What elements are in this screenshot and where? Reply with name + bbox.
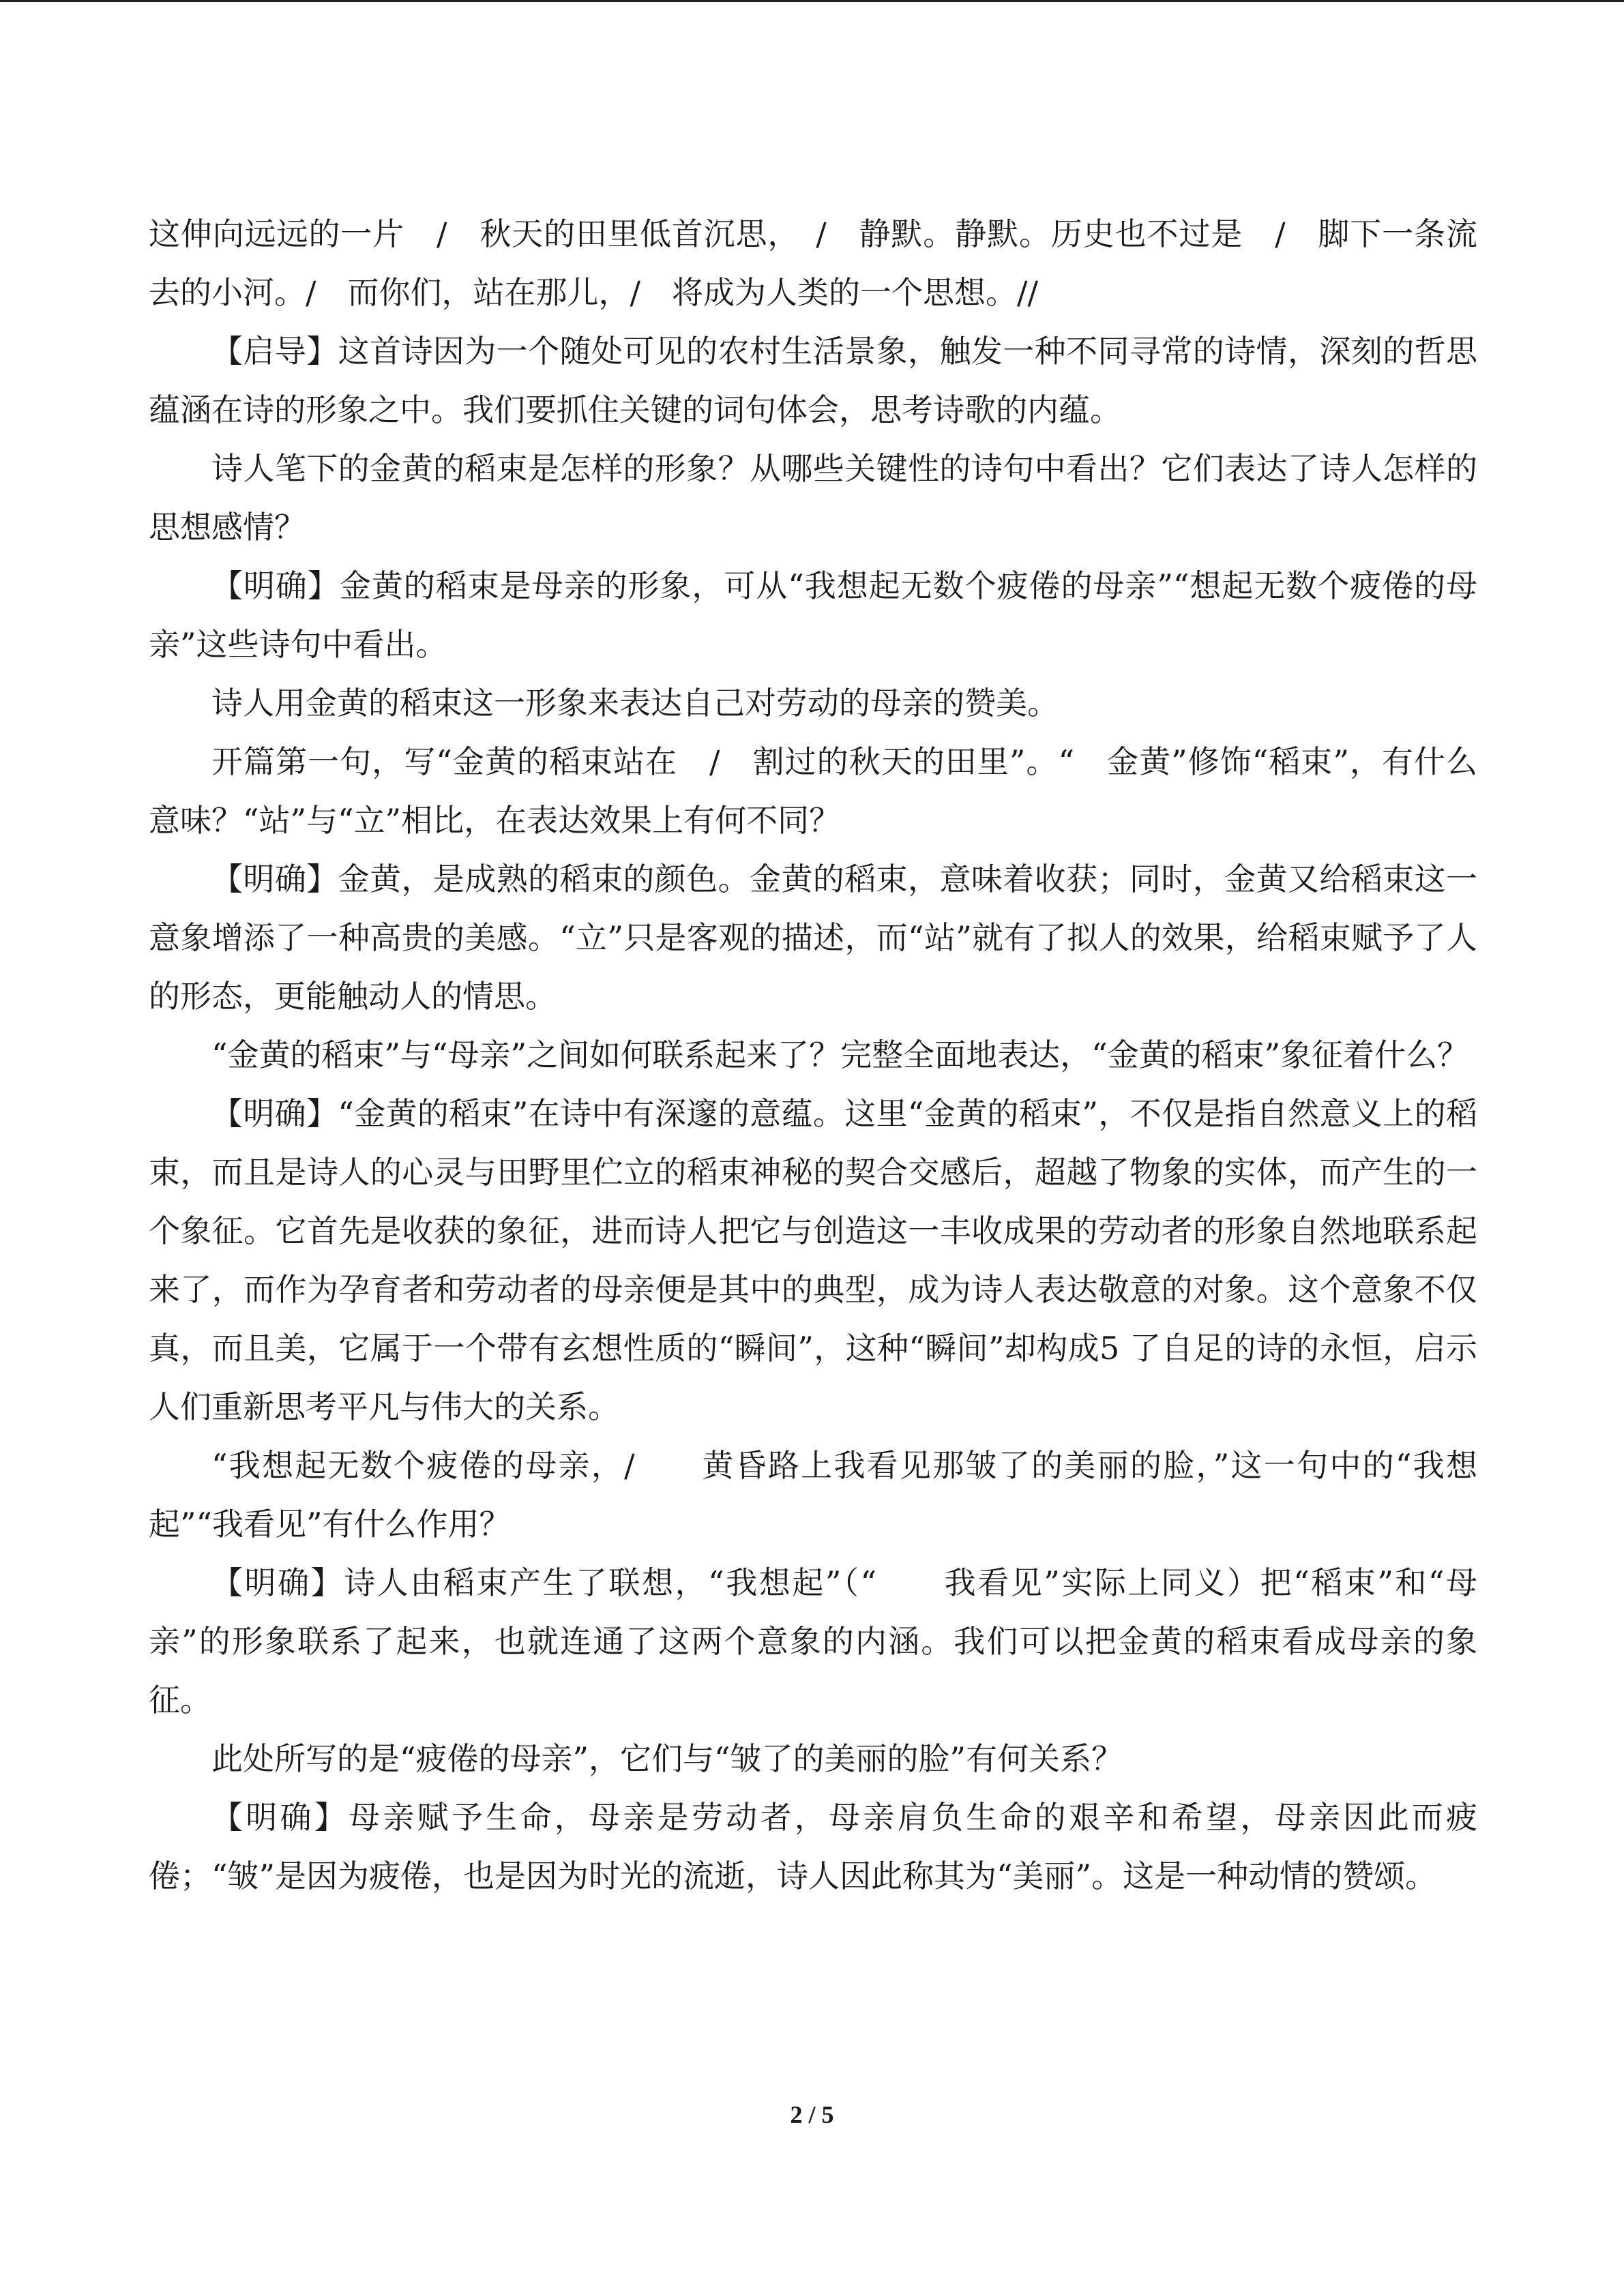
question-paragraph [149, 1729, 1477, 1788]
answer-paragraph [149, 1084, 1477, 1436]
paragraph-text: 这首诗因为一个随处可见的农村生活景象，触发一种不同寻常的诗情，深刻的哲思蕴涵在诗的形象之中。我们要抓住关键的词句体会，思考诗歌的内蕴。 [149, 333, 1478, 428]
paragraph-label: 【明确】 [211, 1095, 338, 1132]
paragraph-text: 诗人由稻束产生了联想，“我想起”（“ 我看见”实际上同义）把“稻束”和“母亲”的形象联系了起来，也就连通了这两个意象的内涵。我们可以把金黄的稻束看成母亲的象征。 [149, 1564, 1477, 1718]
page-number: 2 / 5 [790, 2101, 834, 2128]
paragraph-text: 开篇第一句，写“金黄的稻束站在 / 割过的秋天的田里”。“ 金黄”修饰“稻束”，有什么意味？“站”与“立”相比，在表达效果上有何不同？ [149, 743, 1477, 839]
question-paragraph [149, 1436, 1477, 1553]
poem-excerpt-paragraph [149, 205, 1477, 322]
top-border-line [0, 0, 1624, 2]
paragraph-text: “金黄的稻束”在诗中有深邃的意蕴。这里“金黄的稻束”，不仅是指自然意义上的稻束，而且是诗人的心灵与田野里伫立的稻束神秘的契合交感后，超越了物象的实体，而产生的一个象征。它首先是收获的象征，进而诗人把它与创造这一丰收成果的劳动者的形象自然地联系起来了，而作为孕育者和劳动者的母亲便是其中的典型，成为诗人表达敬意的对象。这个意象不仅真，而且美，它属于一个带有玄想性质的“瞬间”，这种“瞬间”却构成5 了自足的诗的永恒，启示人们重新思考平凡与伟大的关系。 [149, 1095, 1477, 1425]
body-paragraph [149, 674, 1477, 732]
document-body [149, 205, 1477, 1905]
paragraph-text: 金黄的稻束是母亲的形象，可从“我想起无数个疲倦的母亲”“想起无数个疲倦的母亲”这些诗句中看出。 [149, 567, 1477, 663]
paragraph-label: 【启导】 [211, 333, 338, 370]
question-paragraph [149, 1026, 1477, 1084]
paragraph-label: 【明确】 [211, 1564, 344, 1601]
paragraph-label: 【明确】 [211, 861, 338, 897]
question-paragraph [149, 732, 1477, 850]
question-paragraph [149, 439, 1477, 556]
paragraph-text: 此处所写的是“疲倦的母亲”，它们与“皱了的美丽的脸”有何关系？ [211, 1740, 1123, 1777]
answer-paragraph [149, 556, 1477, 674]
paragraph-text: 母亲赋予生命，母亲是劳动者，母亲肩负生命的艰辛和希望，母亲因此而疲倦；“皱”是因为疲倦，也是因为时光的流逝，诗人因此称其为“美丽”。这是一种动情的赞颂。 [149, 1799, 1478, 1894]
answer-paragraph [149, 1788, 1477, 1905]
answer-paragraph [149, 850, 1477, 1026]
paragraph-text: 诗人用金黄的稻束这一形象来表达自己对劳动的母亲的赞美。 [211, 685, 1059, 721]
paragraph-text: 诗人笔下的金黄的稻束是怎样的形象？从哪些关键性的诗句中看出？它们表达了诗人怎样的思想感情？ [149, 450, 1477, 546]
paragraph-text: “我想起无数个疲倦的母亲，/ 黄昏路上我看见那皱了的美丽的脸，”这一句中的“我想起”“我看见”有什么作用？ [149, 1447, 1477, 1542]
paragraph-label: 【明确】 [211, 567, 340, 604]
paragraph-text: “金黄的稻束”与“母亲”之间如何联系起来了？完整全面地表达，“金黄的稻束”象征着什么？ [211, 1037, 1469, 1073]
paragraph-text: 金黄，是成熟的稻束的颜色。金黄的稻束，意味着收获；同时，金黄又给稻束这一意象增添了一种高贵的美感。“立”只是客观的描述，而“站”就有了拟人的效果，给稻束赋予了人的形态，更能触动人的情思。 [149, 861, 1478, 1015]
paragraph-label: 【明确】 [211, 1799, 349, 1836]
paragraph-text: 这伸向远远的一片 / 秋天的田里低首沉思， / 静默。静默。历史也不过是 / 脚下一条流去的小河。/ 而你们，站在那儿，/ 将成为人类的一个思想。// [149, 215, 1477, 311]
answer-paragraph [149, 1553, 1477, 1729]
guidance-paragraph [149, 322, 1477, 439]
